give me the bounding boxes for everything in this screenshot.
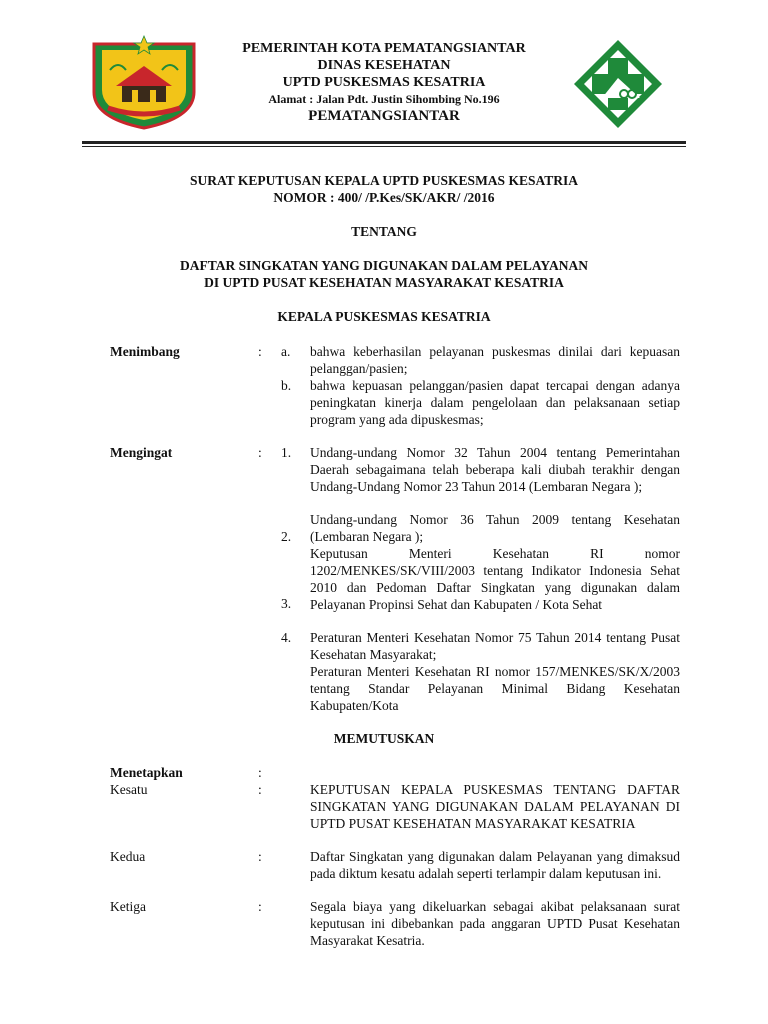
ketiga-label: Ketiga bbox=[110, 899, 146, 914]
letterhead-unit: UPTD PUSKESMAS KESATRIA bbox=[282, 75, 486, 90]
mengingat-item-4: Peraturan Menteri Kesehatan Nomor 75 Tahun 2014 tentang Pusat Kesehatan Masyarakat; bbox=[310, 630, 680, 662]
letterhead-rule-thick bbox=[82, 141, 686, 144]
menimbang-marker-b: b. bbox=[281, 378, 292, 393]
puskesmas-logo bbox=[572, 38, 664, 130]
kedua-text: Daftar Singkatan yang digunakan dalam Pelayanan yang dimaksud pada diktum kesatu adalah seperti terlampir dalam keputusan ini. bbox=[310, 849, 680, 881]
mengingat-item-1: Undang-undang Nomor 32 Tahun 2004 tentang Pemerintahan Daerah sebagaimana telah beberapa kali diubah terakhir dengan Undang-Undang Nomor 23 Tahun 2014 (Lembaran Negara ); bbox=[310, 445, 680, 494]
subject-line-1: DAFTAR SINGKATAN YANG DIGUNAKAN DALAM PELAYANAN bbox=[180, 258, 588, 273]
mengingat-marker-1: 1. bbox=[281, 445, 292, 460]
mengingat-marker-4: 4. bbox=[281, 630, 292, 645]
mengingat-marker-2: 2. bbox=[281, 529, 292, 544]
menimbang-item-a: bahwa keberhasilan pelayanan puskesmas dinilai dari kepuasan pelanggan/pasien; bbox=[310, 344, 680, 376]
ketiga-colon: : bbox=[258, 899, 262, 914]
ketiga-text: Segala biaya yang dikeluarkan sebagai akibat pelaksanaan surat keputusan ini dibebankan pada anggaran UPTD Pusat Kesehatan Masyarakat Kesatria. bbox=[310, 899, 680, 948]
mengingat-item-2: Undang-undang Nomor 36 Tahun 2009 tentang Kesehatan (Lembaran Negara ); bbox=[310, 512, 680, 544]
menetapkan-colon: : bbox=[258, 765, 262, 780]
menimbang-item-b: bahwa kepuasan pelanggan/pasien dapat tercapai dengan adanya peningkatan kinerja dalam pengelolaan dan pelaksanaan setiap program yang ada dipuskesmas; bbox=[310, 378, 680, 427]
decree-title: SURAT KEPUTUSAN KEPALA UPTD PUSKESMAS KESATRIA bbox=[190, 173, 578, 188]
mengingat-item-3: Keputusan Menteri Kesehatan RI nomor 1202/MENKES/SK/VIII/2003 tentang Indikator Indonesia Sehat 2010 dan Pedoman Daftar Singkatan yang digunakan dalam Pelayanan Propinsi Sehat dan Kabupaten / Kota Sehat bbox=[310, 546, 680, 612]
kedua-colon: : bbox=[258, 849, 262, 864]
subject-line-2: DI UPTD PUSAT KESEHATAN MASYARAKAT KESATRIA bbox=[204, 275, 564, 290]
kesatu-label: Kesatu bbox=[110, 782, 148, 797]
letterhead-address: Alamat : Jalan Pdt. Justin Sihombing No.196 bbox=[268, 92, 500, 106]
letterhead-agency: DINAS KESEHATAN bbox=[317, 58, 451, 73]
memutuskan-heading: MEMUTUSKAN bbox=[333, 731, 435, 746]
menimbang-label: Menimbang bbox=[110, 344, 180, 359]
decree-number: NOMOR : 400/ /P.Kes/SK/AKR/ /2016 bbox=[273, 190, 495, 205]
letterhead-government: PEMERINTAH KOTA PEMATANGSIANTAR bbox=[242, 41, 526, 56]
head-title: KEPALA PUSKESMAS KESATRIA bbox=[277, 309, 491, 324]
about-heading: TENTANG bbox=[351, 224, 417, 239]
mengingat-item-5: Peraturan Menteri Kesehatan RI nomor 157/MENKES/SK/X/2003 tentang Standar Pelayanan Minimal Bidang Kesehatan Kabupaten/Kota bbox=[310, 664, 680, 713]
letterhead-rule-thin bbox=[82, 146, 686, 147]
kesatu-text: KEPUTUSAN KEPALA PUSKESMAS TENTANG DAFTAR SINGKATAN YANG DIGUNAKAN DALAM PELAYANAN DI UPTD PUSAT KESEHATAN MASYARAKAT KESATRIA bbox=[310, 782, 680, 831]
letterhead bbox=[0, 0, 768, 150]
menimbang-marker-a: a. bbox=[281, 344, 291, 359]
menimbang-colon: : bbox=[258, 344, 262, 359]
kedua-label: Kedua bbox=[110, 849, 146, 864]
mengingat-colon: : bbox=[258, 445, 262, 460]
letterhead-city: PEMATANGSIANTAR bbox=[308, 108, 460, 124]
menetapkan-label: Menetapkan bbox=[110, 765, 183, 780]
kesatu-colon: : bbox=[258, 782, 262, 797]
mengingat-label: Mengingat bbox=[110, 445, 173, 460]
mengingat-marker-3: 3. bbox=[281, 596, 292, 611]
